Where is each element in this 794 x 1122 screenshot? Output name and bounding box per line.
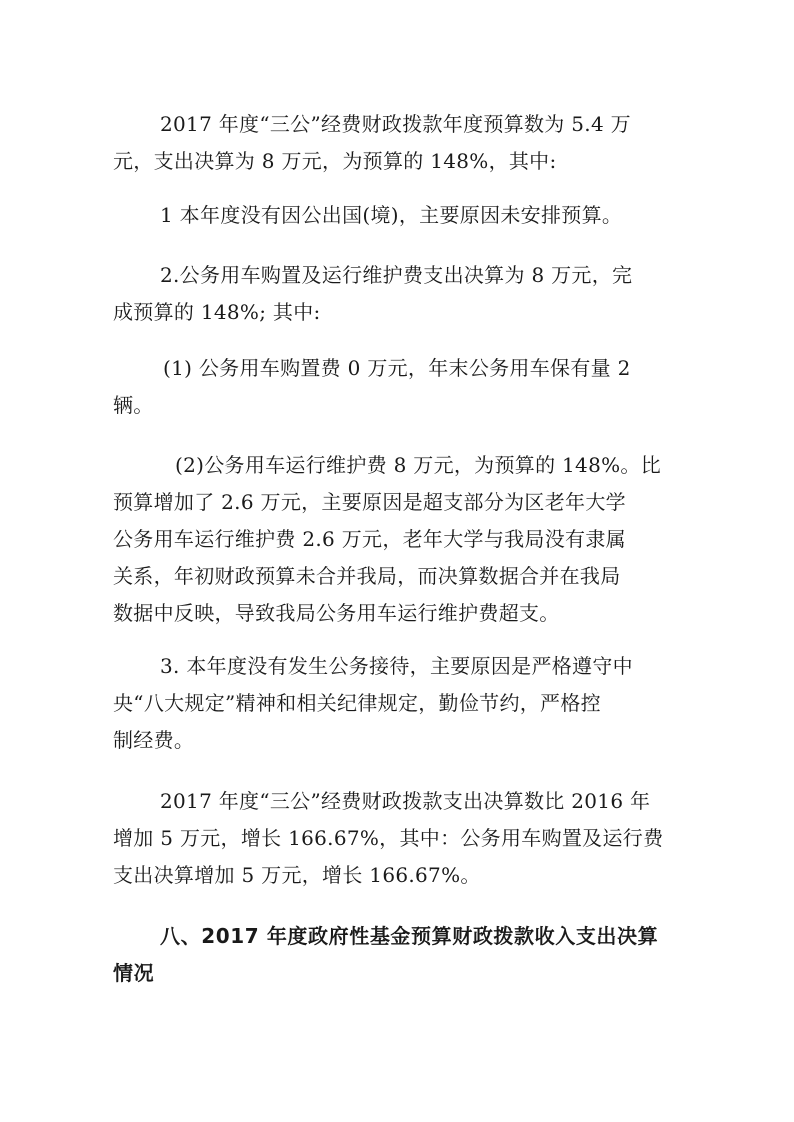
text-line: 1 本年度没有因公出国(境)，主要原因未安排预算。 bbox=[160, 203, 623, 227]
text-line: 辆。 bbox=[113, 393, 154, 417]
text-line: 数据中反映，导致我局公务用车运行维护费超支。 bbox=[113, 601, 560, 625]
text-line: 预算增加了 2.6 万元，主要原因是超支部分为区老年大学 bbox=[113, 490, 626, 514]
text-line: 央“八大规定”精神和相关纪律规定，勤俭节约，严格控 bbox=[113, 691, 601, 715]
paragraph-vehicle-maintenance bbox=[113, 447, 673, 632]
text-line: 2017 年度“三公”经费财政拨款支出决算数比 2016 年 bbox=[160, 789, 651, 813]
text-line: 2017 年度“三公”经费财政拨款年度预算数为 5.4 万 bbox=[160, 112, 631, 136]
text-line: (2)公务用车运行维护费 8 万元，为预算的 148%。比 bbox=[175, 453, 662, 477]
text-line: (1) 公务用车购置费 0 万元，年末公务用车保有量 2 bbox=[163, 356, 631, 380]
paragraph-overseas-travel bbox=[113, 197, 673, 234]
text-line: 元，支出决算为 8 万元，为预算的 148%，其中: bbox=[113, 149, 557, 173]
paragraph-official-reception bbox=[113, 648, 673, 759]
text-line: 支出决算增加 5 万元，增长 166.67%。 bbox=[113, 863, 481, 887]
paragraph-vehicle-purchase bbox=[113, 350, 673, 424]
text-line: 制经费。 bbox=[113, 728, 195, 752]
text-line: 增加 5 万元，增长 166.67%，其中：公务用车购置及运行费 bbox=[113, 826, 664, 850]
paragraph-year-over-year bbox=[113, 783, 673, 894]
text-line: 2.公务用车购置及运行维护费支出决算为 8 万元，完 bbox=[160, 263, 633, 287]
text-line: 关系，年初财政预算未合并我局，而决算数据合并在我局 bbox=[113, 564, 621, 588]
text-line: 3. 本年度没有发生公务接待，主要原因是严格遵守中 bbox=[160, 654, 633, 678]
heading-line: 八、2017 年度政府性基金预算财政拨款收入支出决算 bbox=[160, 924, 659, 948]
paragraph-vehicle-expenses bbox=[113, 257, 673, 331]
section-heading-government-fund bbox=[113, 918, 673, 992]
paragraph-three-public-budget bbox=[113, 106, 673, 180]
text-line: 公务用车运行维护费 2.6 万元，老年大学与我局没有隶属 bbox=[113, 527, 626, 551]
text-line: 成预算的 148%; 其中: bbox=[113, 300, 321, 324]
heading-line: 情况 bbox=[113, 961, 155, 985]
